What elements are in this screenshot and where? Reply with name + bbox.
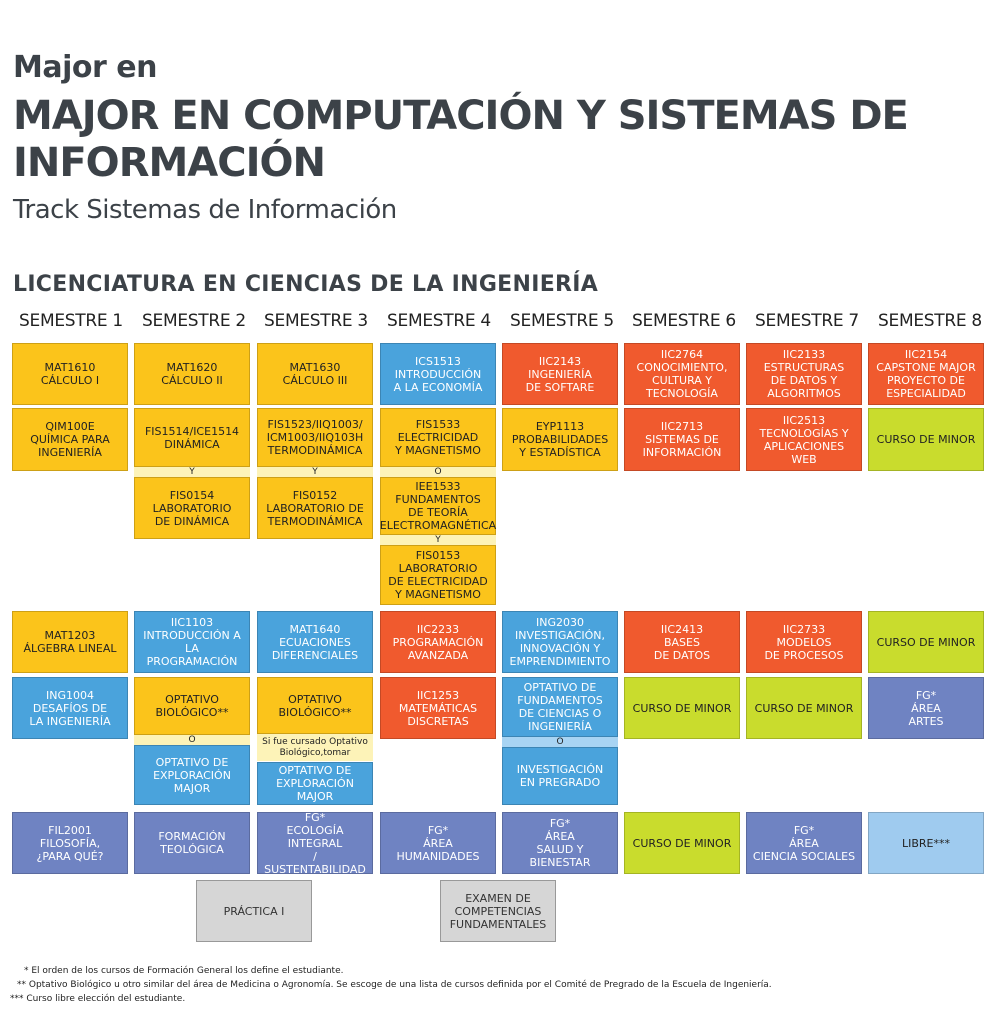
course-minor[interactable]: CURSO DE MINOR <box>624 812 740 874</box>
course-mat1203[interactable]: MAT1203 ÁLGEBRA LINEAL <box>12 611 128 673</box>
course-iee1533[interactable]: IEE1533 FUNDAMENTOS DE TEORÍA ELECTROMAGNÉTICA <box>380 477 496 535</box>
or-separator: O <box>134 735 250 745</box>
course-fg-ciencias-sociales[interactable]: FG* ÁREA CIENCIA SOCIALES <box>746 812 862 874</box>
course-fis0153[interactable]: FIS0153 LABORATORIO DE ELECTRICIDAD Y MAGNETISMO <box>380 545 496 605</box>
course-iic2143[interactable]: IIC2143 INGENIERÍA DE SOFTARE <box>502 343 618 405</box>
page-title: MAJOR EN COMPUTACIÓN Y SISTEMAS DE INFORMACIÓN <box>13 93 908 186</box>
course-fis1523[interactable]: FIS1523/IIQ1003/ ICM1003/IIQ103H TERMODINÁMICA <box>257 408 373 467</box>
course-mat1620[interactable]: MAT1620 CÁLCULO II <box>134 343 250 405</box>
course-practica-i[interactable]: PRÁCTICA I <box>196 880 312 942</box>
course-examen-competencias[interactable]: EXAMEN DE COMPETENCIAS FUNDAMENTALES <box>440 880 556 942</box>
optativo-note: Si fue cursado Optativo Biológico,tomar <box>257 734 373 761</box>
semester-5-header: SEMESTRE 5 <box>510 311 614 331</box>
course-eyp1113[interactable]: EYP1113 PROBABILIDADES Y ESTADÍSTICA <box>502 408 618 471</box>
course-fis1514[interactable]: FIS1514/ICE1514 DINÁMICA <box>134 408 250 467</box>
course-ics1513[interactable]: ICS1513 INTRODUCCIÓN A LA ECONOMÍA <box>380 343 496 405</box>
course-mat1610[interactable]: MAT1610 CÁLCULO I <box>12 343 128 405</box>
course-iic2233[interactable]: IIC2233 PROGRAMACIÓN AVANZADA <box>380 611 496 673</box>
and-separator: Y <box>380 535 496 545</box>
course-ing1004[interactable]: ING1004 DESAFÍOS DE LA INGENIERÍA <box>12 677 128 739</box>
course-optativo-exploracion[interactable]: OPTATIVO DE EXPLORACIÓN MAJOR <box>257 762 373 805</box>
course-qim100e[interactable]: QIM100E QUÍMICA PARA INGENIERÍA <box>12 408 128 471</box>
semester-8-header: SEMESTRE 8 <box>878 311 982 331</box>
footnote-3: *** Curso libre elección del estudiante. <box>10 994 186 1004</box>
course-optativo-biologico[interactable]: OPTATIVO BIOLÓGICO** <box>257 677 373 734</box>
course-iic2133[interactable]: IIC2133 ESTRUCTURAS DE DATOS Y ALGORITMOS <box>746 343 862 405</box>
course-minor[interactable]: CURSO DE MINOR <box>624 677 740 739</box>
course-iic1103[interactable]: IIC1103 INTRODUCCIÓN A LA PROGRAMACIÓN <box>134 611 250 673</box>
or-separator: O <box>380 467 496 477</box>
course-fg-ecologia[interactable]: FG* ECOLOGÍA INTEGRAL / SUSTENTABILIDAD <box>257 812 373 874</box>
course-optativo-fundamentos[interactable]: OPTATIVO DE FUNDAMENTOS DE CIENCIAS O INGENIERÍA <box>502 677 618 737</box>
course-investigacion-pregrado[interactable]: INVESTIGACIÓN EN PREGRADO <box>502 747 618 805</box>
course-fg-humanidades[interactable]: FG* ÁREA HUMANIDADES <box>380 812 496 874</box>
course-libre[interactable]: LIBRE*** <box>868 812 984 874</box>
course-iic1253[interactable]: IIC1253 MATEMÁTICAS DISCRETAS <box>380 677 496 739</box>
course-minor[interactable]: CURSO DE MINOR <box>746 677 862 739</box>
course-iic2154[interactable]: IIC2154 CAPSTONE MAJOR PROYECTO DE ESPECIALIDAD <box>868 343 984 405</box>
course-mat1640[interactable]: MAT1640 ECUACIONES DIFERENCIALES <box>257 611 373 673</box>
track-subtitle: Track Sistemas de Información <box>13 195 397 225</box>
footnote-2: ** Optativo Biológico u otro similar del área de Medicina o Agronomía. Se escoge de una lista de cursos definida por el Comité de Pregrado de la Escuela de Ingeniería. <box>17 980 772 990</box>
course-mat1630[interactable]: MAT1630 CÁLCULO III <box>257 343 373 405</box>
course-iic2413[interactable]: IIC2413 BASES DE DATOS <box>624 611 740 673</box>
semester-7-header: SEMESTRE 7 <box>755 311 859 331</box>
semester-3-header: SEMESTRE 3 <box>264 311 368 331</box>
major-label: Major en <box>13 50 157 85</box>
course-fis0154[interactable]: FIS0154 LABORATORIO DE DINÁMICA <box>134 477 250 539</box>
semester-6-header: SEMESTRE 6 <box>632 311 736 331</box>
course-iic2733[interactable]: IIC2733 MODELOS DE PROCESOS <box>746 611 862 673</box>
or-separator: O <box>502 737 618 747</box>
course-fg-salud[interactable]: FG* ÁREA SALUD Y BIENESTAR <box>502 812 618 874</box>
course-fg-artes[interactable]: FG* ÁREA ARTES <box>868 677 984 739</box>
course-fis1533[interactable]: FIS1533 ELECTRICIDAD Y MAGNETISMO <box>380 408 496 467</box>
course-iic2764[interactable]: IIC2764 CONOCIMIENTO, CULTURA Y TECNOLOGÍA <box>624 343 740 405</box>
course-optativo-exploracion[interactable]: OPTATIVO DE EXPLORACIÓN MAJOR <box>134 745 250 805</box>
semester-4-header: SEMESTRE 4 <box>387 311 491 331</box>
licenciatura-heading: LICENCIATURA EN CIENCIAS DE LA INGENIERÍA <box>13 272 599 297</box>
footnote-1: * El orden de los cursos de Formación General los define el estudiante. <box>24 966 344 976</box>
and-separator: Y <box>257 467 373 477</box>
course-fil2001[interactable]: FIL2001 FILOSOFÍA, ¿PARA QUÉ? <box>12 812 128 874</box>
course-minor[interactable]: CURSO DE MINOR <box>868 611 984 673</box>
course-formacion-teologica[interactable]: FORMACIÓN TEOLÓGICA <box>134 812 250 874</box>
course-optativo-biologico[interactable]: OPTATIVO BIOLÓGICO** <box>134 677 250 735</box>
semester-2-header: SEMESTRE 2 <box>142 311 246 331</box>
course-iic2513[interactable]: IIC2513 TECNOLOGÍAS Y APLICACIONES WEB <box>746 408 862 471</box>
and-separator: Y <box>134 467 250 477</box>
semester-1-header: SEMESTRE 1 <box>19 311 123 331</box>
course-ing2030[interactable]: ING2030 INVESTIGACIÓN, INNOVACIÓN Y EMPRENDIMIENTO <box>502 611 618 673</box>
course-iic2713[interactable]: IIC2713 SISTEMAS DE INFORMACIÓN <box>624 408 740 471</box>
course-fis0152[interactable]: FIS0152 LABORATORIO DE TERMODINÁMICA <box>257 477 373 539</box>
course-minor[interactable]: CURSO DE MINOR <box>868 408 984 471</box>
